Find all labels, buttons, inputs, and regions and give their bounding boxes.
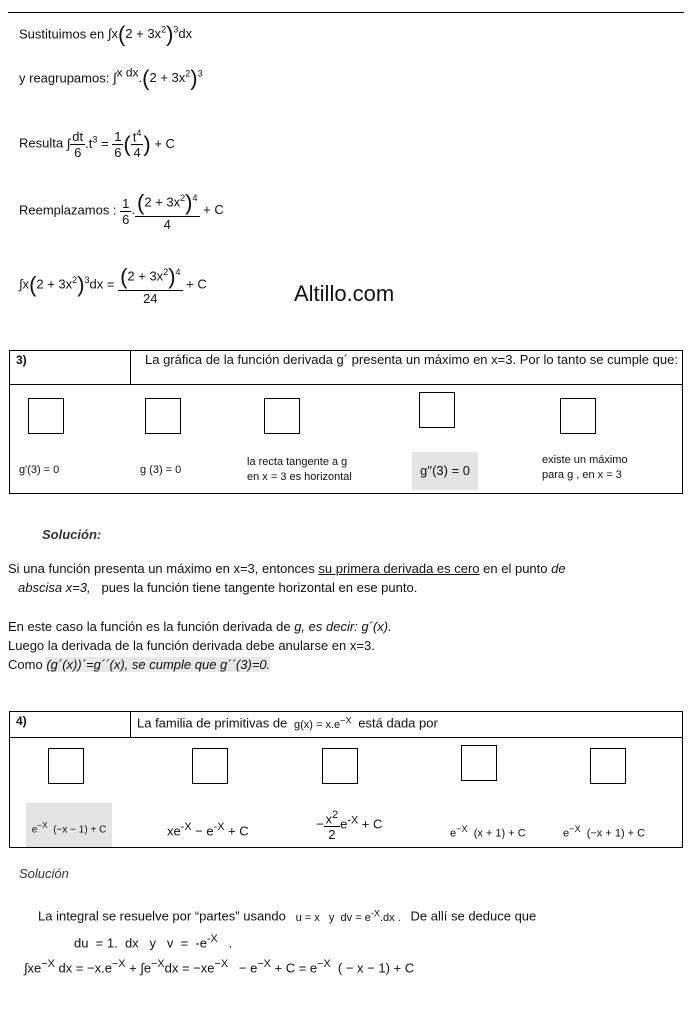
- q3-number: 3): [16, 353, 27, 367]
- line2-label: y reagrupamos:: [19, 70, 110, 86]
- q4-option-1-label: $e^{-X}$ (−x − 1) + C: [26, 803, 112, 847]
- q3-p4-a: Como: [8, 657, 43, 672]
- q3-option-1-label: g′(3) = 0: [19, 464, 60, 476]
- q3-p1-e: pues la función tiene tangente horizontal en ese punto.: [101, 580, 418, 595]
- q4-solution-title: Solución: [19, 866, 69, 881]
- line3-label: Resulta: [19, 135, 64, 151]
- q3-option-4-label: g′′(3) = 0: [412, 452, 478, 490]
- q3-p2-b: g, es decir: g´(x).: [294, 619, 392, 634]
- q4-option-4-checkbox[interactable]: [461, 745, 497, 781]
- q3-option-5-line-2: para g , en x = 3: [542, 469, 622, 481]
- q4-number: 4): [16, 714, 27, 728]
- q3-option-5-label: [542, 453, 628, 483]
- q3-option-2-label: g (3) = 0: [140, 464, 182, 476]
- q4-solution-line-1: [38, 905, 536, 927]
- q4-option-4-label: $e^{-X}$ (x + 1) + C: [450, 824, 526, 840]
- q4-s1-b: De allí se deduce que: [410, 908, 537, 924]
- q3-p1-b: en el punto: [483, 561, 548, 576]
- top-rule: [8, 12, 684, 13]
- q4-option-5-checkbox[interactable]: [590, 748, 626, 784]
- derivation-line-4: [19, 190, 224, 232]
- q3-p1-d: abscisa x=3,: [18, 580, 91, 595]
- derivation-line-3: [19, 128, 175, 160]
- q3-solution-p2: [8, 618, 392, 635]
- q3-solution-p1-line2: [18, 579, 417, 596]
- q3-option-3-line-1: la recta tangente a g: [247, 456, 348, 468]
- q3-solution-p4: [8, 656, 270, 673]
- line2-formula: $\int^{x dx}.(2 + 3x^2)^3$: [112, 66, 203, 91]
- q4-option-1-checkbox[interactable]: [48, 748, 84, 784]
- q4-option-2-label: $xe^{-X} - e^{-X} + C$: [167, 821, 249, 839]
- q3-solution-p1-line1: [8, 560, 566, 577]
- q3-question: La gráfica de la función derivada g´ presenta un máximo en x=3. Por lo tanto se cumple que:: [145, 352, 678, 367]
- q3-option-1-checkbox[interactable]: [28, 398, 64, 434]
- q3-option-3-label: [247, 455, 352, 485]
- q4-option-5-label: $e^{-X}$ (−x + 1) + C: [563, 824, 646, 840]
- derivation-result: $\int x(2 + 3x^2)^3dx$ = $\frac{(2 + 3x^2)^4}{24}$ + C: [19, 264, 207, 306]
- line4-label: Reemplazamos :: [19, 202, 117, 218]
- q4-question: [131, 712, 682, 734]
- watermark: Altillo.com: [294, 281, 395, 306]
- q3-option-4-checkbox[interactable]: [419, 392, 455, 428]
- q3-option-5-line-1: existe un máximo: [542, 454, 628, 466]
- q3-p4-b: (g´(x))´=g´´(x), se cumple que g´´(3)=0.: [46, 657, 271, 672]
- q3-option-3-line-2: en x = 3 es horizontal: [247, 471, 352, 483]
- derivation-line-1: [19, 22, 192, 48]
- q3-p1-c: de: [551, 561, 566, 576]
- q4-solution-line-2: du = 1. dx y $v = -e^{-X}$ .: [74, 933, 233, 951]
- q4-option-2-checkbox[interactable]: [192, 748, 228, 784]
- line1-label: Sustituimos en: [19, 26, 105, 42]
- q4-question-a: La familia de primitivas de: [137, 715, 288, 731]
- q4-question-formula: $g(x) = x.e^{-X}$: [290, 715, 352, 731]
- q4-s1-a: La integral se resuelve por “partes” usando: [38, 908, 286, 924]
- derivation-line-2: [19, 66, 203, 92]
- q4-solution-line-3: $\int xe^{-X}$ dx = $-x.e^{-X} + \int e^{-X}dx = -xe^{-X} - e^{-X} + C = e^{-X}$ ( − x − 1) + C: [24, 958, 415, 976]
- q3-p1-a: Si una función presenta un máximo en x=3, entonces: [8, 561, 315, 576]
- q3-p1-underline: su primera derivada es cero: [318, 561, 480, 576]
- q3-solution-title: Solución:: [42, 527, 102, 542]
- line4-formula: $\frac{1}{6}$ . $\frac{(2 + 3x^2)^4}{4}$ + C: [122, 190, 224, 232]
- q3-option-5-checkbox[interactable]: [560, 398, 596, 434]
- q4-option-3-checkbox[interactable]: [322, 748, 358, 784]
- q3-option-3-checkbox[interactable]: [264, 398, 300, 434]
- line3-formula: ∫ $\frac{dt}{6}$ $.t^3$ = $\frac{1}{6}$ ( $\frac{t^4}{4}$ ) + C: [66, 128, 175, 161]
- q3-solution-p3: Luego la derivada de la función derivada debe anularse en x=3.: [8, 638, 375, 653]
- q4-s1-formula: u = x y dv = $e^{-X}.dx$ .: [289, 908, 407, 924]
- line1-formula: $\int x(2 + 3x^2)^3dx$: [107, 22, 193, 47]
- q4-question-b: está dada por: [358, 715, 438, 731]
- q4-option-3-label: − $\frac{x^2}{2}$ $e^{-X} + C$: [316, 809, 383, 843]
- q3-option-2-checkbox[interactable]: [145, 398, 181, 434]
- q3-p2-a: En este caso la función es la función derivada de: [8, 619, 291, 634]
